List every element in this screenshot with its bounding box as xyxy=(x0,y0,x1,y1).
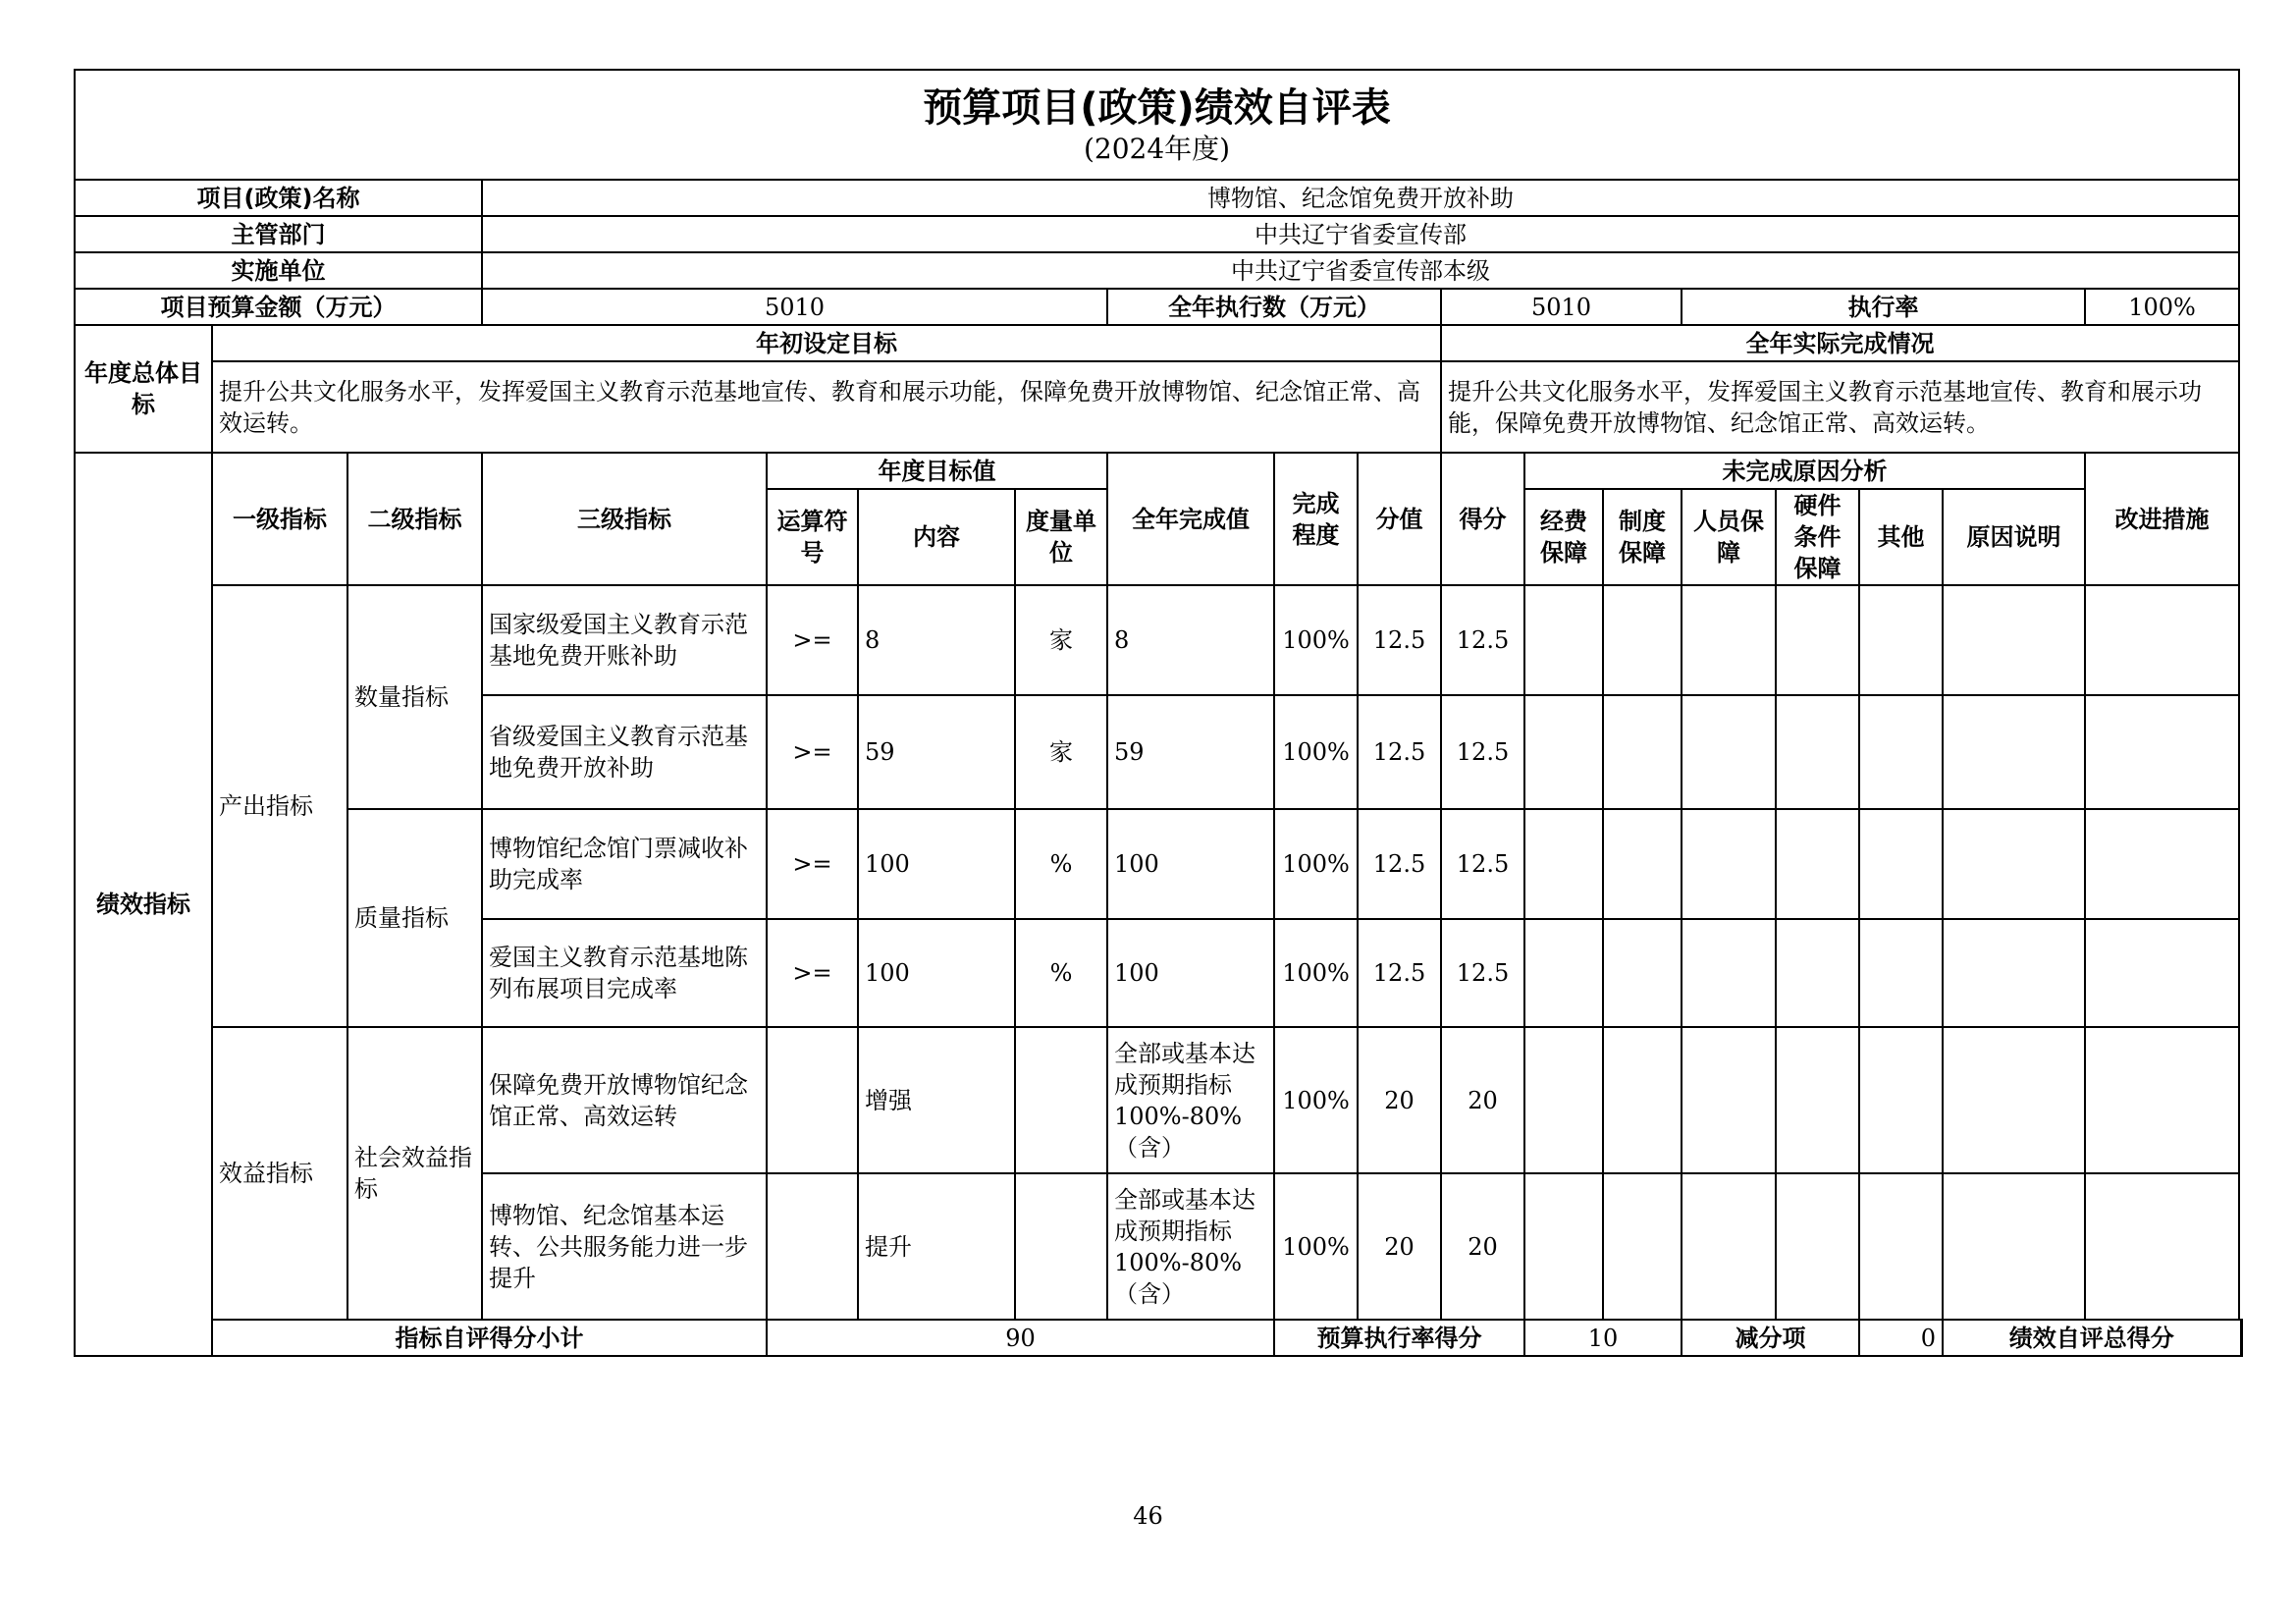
reason-hardware-cell xyxy=(1776,919,1859,1027)
reason-fund-cell xyxy=(1524,809,1603,919)
reason-fund-cell xyxy=(1524,1173,1603,1320)
indicator-score: 12.5 xyxy=(1358,809,1441,919)
indicator-name: 省级爱国主义教育示范基地免费开放补助 xyxy=(482,695,767,809)
page-number: 46 xyxy=(1133,1502,1163,1530)
reason-staff-cell xyxy=(1682,585,1776,695)
indicator-actual: 全部或基本达成预期指标100%-80%（含） xyxy=(1107,1173,1274,1320)
group-output: 产出指标 xyxy=(212,585,347,1027)
indicator-actual: 100 xyxy=(1107,919,1274,1027)
indicator-score: 12.5 xyxy=(1358,695,1441,809)
dept-value: 中共辽宁省委宣传部 xyxy=(482,216,2239,252)
indicator-degree: 100% xyxy=(1274,809,1358,919)
actual-header: 全年完成值 xyxy=(1107,453,1274,585)
reason-staff-cell xyxy=(1682,1173,1776,1320)
reason-other-cell xyxy=(1859,919,1943,1027)
reason-system-cell xyxy=(1603,809,1682,919)
level1-header: 一级指标 xyxy=(212,453,347,585)
project-name-value: 博物馆、纪念馆免费开放补助 xyxy=(482,180,2239,216)
deduct-value: 0 xyxy=(1859,1320,1943,1356)
rate-label: 执行率 xyxy=(1682,289,2085,325)
content-header: 内容 xyxy=(858,489,1015,585)
indicator-op: >= xyxy=(767,919,858,1027)
rate-value: 100% xyxy=(2085,289,2239,325)
improve-cell xyxy=(2085,1027,2239,1173)
indicator-score: 20 xyxy=(1358,1027,1441,1173)
indicator-got: 12.5 xyxy=(1441,809,1524,919)
indicator-content: 8 xyxy=(858,585,1015,695)
reason-staff-cell xyxy=(1682,809,1776,919)
indicator-op: >= xyxy=(767,695,858,809)
reason-hardware-cell xyxy=(1776,1173,1859,1320)
reason-note-cell xyxy=(1943,919,2085,1027)
indicators-section-label: 绩效指标 xyxy=(75,453,212,1356)
improve-cell xyxy=(2085,695,2239,809)
page-title: 预算项目(政策)绩效自评表 xyxy=(923,85,1391,131)
indicator-score: 12.5 xyxy=(1358,919,1441,1027)
indicator-degree: 100% xyxy=(1274,1173,1358,1320)
indicator-op xyxy=(767,1027,858,1173)
rate-score-value: 10 xyxy=(1524,1320,1682,1356)
indicator-unit: 家 xyxy=(1015,585,1107,695)
reason-hardware-cell xyxy=(1776,809,1859,919)
reason-note-header: 原因说明 xyxy=(1943,489,2085,585)
reason-other-cell xyxy=(1859,695,1943,809)
indicator-op xyxy=(767,1173,858,1320)
reason-note-cell xyxy=(1943,1173,2085,1320)
budget-value: 5010 xyxy=(482,289,1107,325)
reason-staff-cell xyxy=(1682,695,1776,809)
exec-value: 5010 xyxy=(1441,289,1682,325)
indicator-unit: % xyxy=(1015,919,1107,1027)
set-goal-header: 年初设定目标 xyxy=(212,325,1441,361)
reason-fund-cell xyxy=(1524,585,1603,695)
indicator-actual: 59 xyxy=(1107,695,1274,809)
reason-system-header: 制度保障 xyxy=(1603,489,1682,585)
unit-header: 度量单位 xyxy=(1015,489,1107,585)
unit-value: 中共辽宁省委宣传部本级 xyxy=(482,252,2239,289)
group-quality: 质量指标 xyxy=(347,809,482,1027)
improve-cell xyxy=(2085,919,2239,1027)
indicator-score: 20 xyxy=(1358,1173,1441,1320)
indicator-got: 12.5 xyxy=(1441,585,1524,695)
score-header: 分值 xyxy=(1358,453,1441,585)
reason-note-cell xyxy=(1943,585,2085,695)
indicator-degree: 100% xyxy=(1274,585,1358,695)
improve-cell xyxy=(2085,809,2239,919)
actual-goal-header: 全年实际完成情况 xyxy=(1441,325,2239,361)
indicator-degree: 100% xyxy=(1274,919,1358,1027)
group-social: 社会效益指标 xyxy=(347,1027,482,1320)
reason-hardware-header: 硬件条件保障 xyxy=(1776,489,1859,585)
level3-header: 三级指标 xyxy=(482,453,767,585)
title-cell xyxy=(75,70,2239,180)
indicator-content: 100 xyxy=(858,809,1015,919)
indicator-degree: 100% xyxy=(1274,1027,1358,1173)
indicator-unit xyxy=(1015,1027,1107,1173)
reason-system-cell xyxy=(1603,1173,1682,1320)
indicator-got: 12.5 xyxy=(1441,919,1524,1027)
project-name-label: 项目(政策)名称 xyxy=(75,180,482,216)
dept-label: 主管部门 xyxy=(75,216,482,252)
total-label: 绩效自评总得分 xyxy=(1943,1320,2241,1356)
group-quantity: 数量指标 xyxy=(347,585,482,809)
indicator-name: 博物馆、纪念馆基本运转、公共服务能力进一步提升 xyxy=(482,1173,767,1320)
improve-cell xyxy=(2085,1173,2239,1320)
total-value xyxy=(2241,1320,2242,1356)
reason-other-cell xyxy=(1859,809,1943,919)
indicator-degree: 100% xyxy=(1274,695,1358,809)
indicator-content: 增强 xyxy=(858,1027,1015,1173)
reason-staff-cell xyxy=(1682,1027,1776,1173)
set-goal-text: 提升公共文化服务水平，发挥爱国主义教育示范基地宣传、教育和展示功能，保障免费开放博物馆、纪念馆正常、高效运转。 xyxy=(212,361,1441,453)
reason-other-cell xyxy=(1859,1027,1943,1173)
indicator-got: 20 xyxy=(1441,1027,1524,1173)
unit-label: 实施单位 xyxy=(75,252,482,289)
deduct-label: 减分项 xyxy=(1682,1320,1859,1356)
indicator-op: >= xyxy=(767,585,858,695)
reason-fund-header: 经费保障 xyxy=(1524,489,1603,585)
exec-label: 全年执行数（万元） xyxy=(1107,289,1441,325)
got-header: 得分 xyxy=(1441,453,1524,585)
goals-section-label: 年度总体目标 xyxy=(75,325,212,453)
indicator-actual: 8 xyxy=(1107,585,1274,695)
reason-hardware-cell xyxy=(1776,585,1859,695)
reason-fund-cell xyxy=(1524,919,1603,1027)
reason-system-cell xyxy=(1603,1027,1682,1173)
indicator-op: >= xyxy=(767,809,858,919)
indicator-unit: 家 xyxy=(1015,695,1107,809)
reason-fund-cell xyxy=(1524,1027,1603,1173)
level2-header: 二级指标 xyxy=(347,453,482,585)
reason-note-cell xyxy=(1943,1027,2085,1173)
reason-staff-header: 人员保障 xyxy=(1682,489,1776,585)
reason-system-cell xyxy=(1603,919,1682,1027)
indicator-got: 20 xyxy=(1441,1173,1524,1320)
reason-hardware-cell xyxy=(1776,695,1859,809)
improve-cell xyxy=(2085,585,2239,695)
indicator-score: 12.5 xyxy=(1358,585,1441,695)
reason-group-header: 未完成原因分析 xyxy=(1524,453,2085,489)
reason-note-cell xyxy=(1943,809,2085,919)
subtotal-value: 90 xyxy=(767,1320,1274,1356)
indicator-unit xyxy=(1015,1173,1107,1320)
indicator-actual: 100 xyxy=(1107,809,1274,919)
indicator-name: 博物馆纪念馆门票减收补助完成率 xyxy=(482,809,767,919)
subtotal-label: 指标自评得分小计 xyxy=(212,1320,767,1356)
reason-other-cell xyxy=(1859,585,1943,695)
indicator-name: 保障免费开放博物馆纪念馆正常、高效运转 xyxy=(482,1027,767,1173)
actual-goal-text: 提升公共文化服务水平，发挥爱国主义教育示范基地宣传、教育和展示功能，保障免费开放博物馆、纪念馆正常、高效运转。 xyxy=(1441,361,2239,453)
budget-label: 项目预算金额（万元） xyxy=(75,289,482,325)
indicator-got: 12.5 xyxy=(1441,695,1524,809)
indicator-content: 100 xyxy=(858,919,1015,1027)
indicator-content: 59 xyxy=(858,695,1015,809)
reason-other-cell xyxy=(1859,1173,1943,1320)
indicator-unit: % xyxy=(1015,809,1107,919)
group-benefit: 效益指标 xyxy=(212,1027,347,1320)
indicator-name: 爱国主义教育示范基地陈列布展项目完成率 xyxy=(482,919,767,1027)
indicator-name: 国家级爱国主义教育示范基地免费开账补助 xyxy=(482,585,767,695)
reason-hardware-cell xyxy=(1776,1027,1859,1173)
indicator-actual: 全部或基本达成预期指标100%-80%（含） xyxy=(1107,1027,1274,1173)
reason-note-cell xyxy=(1943,695,2085,809)
page-subtitle: (2024年度) xyxy=(1083,133,1231,165)
reason-other-header: 其他 xyxy=(1859,489,1943,585)
reason-system-cell xyxy=(1603,585,1682,695)
improve-header: 改进措施 xyxy=(2085,453,2239,585)
reason-fund-cell xyxy=(1524,695,1603,809)
performance-evaluation-table xyxy=(74,69,2243,1357)
reason-system-cell xyxy=(1603,695,1682,809)
degree-header: 完成程度 xyxy=(1274,453,1358,585)
indicator-content: 提升 xyxy=(858,1173,1015,1320)
rate-score-label: 预算执行率得分 xyxy=(1274,1320,1524,1356)
reason-staff-cell xyxy=(1682,919,1776,1027)
op-header: 运算符号 xyxy=(767,489,858,585)
target-group-header: 年度目标值 xyxy=(767,453,1107,489)
